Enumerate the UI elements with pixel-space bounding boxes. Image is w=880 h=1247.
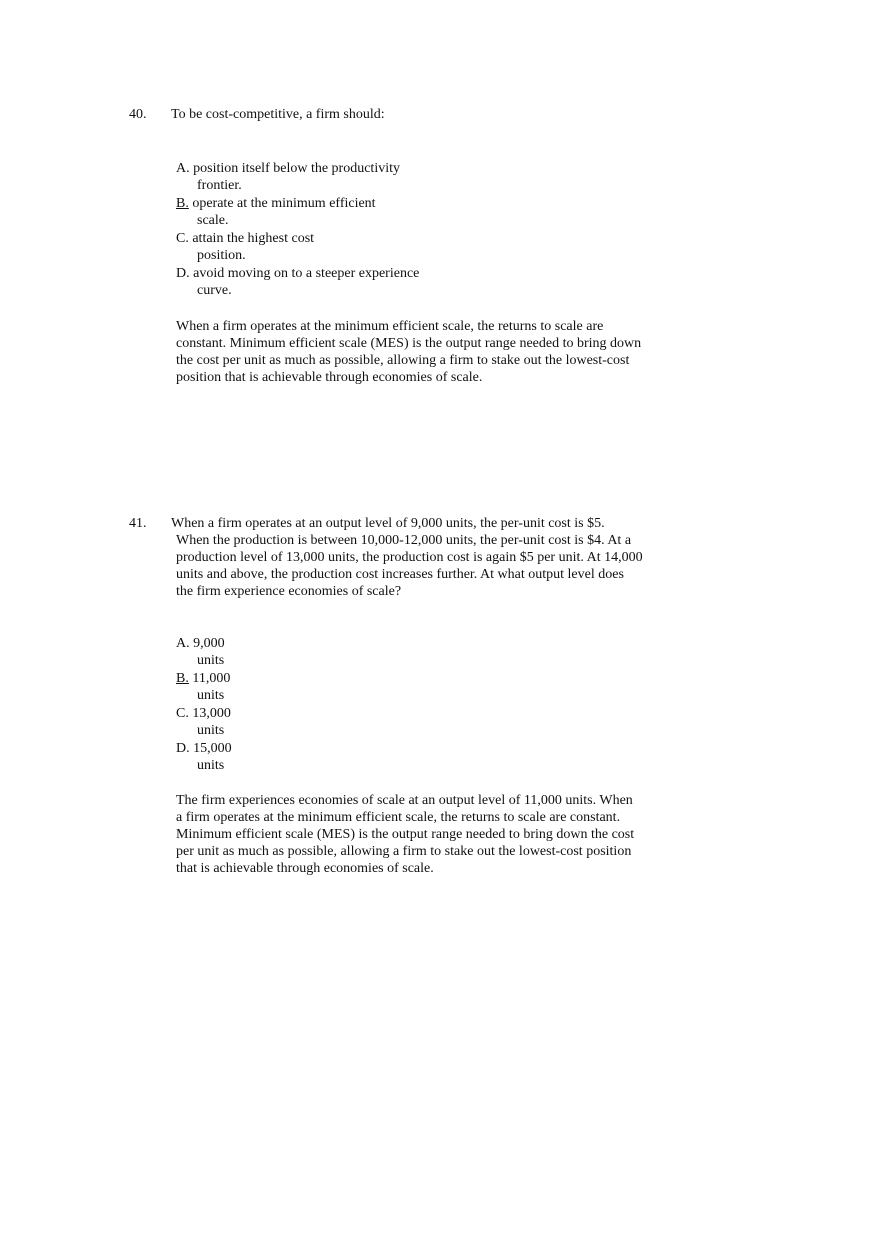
option-letter: D. (176, 266, 190, 281)
question-stem-line: When the production is between 10,000-12,000 units, the per-unit cost is $4. At a (176, 533, 632, 548)
option-letter: D. (176, 741, 190, 756)
option-text: operate at the minimum efficient (192, 196, 376, 211)
option-text-continued: position. (197, 248, 246, 263)
option-letter: A. (176, 636, 190, 651)
question-stem-line: the firm experience economies of scale? (176, 584, 402, 599)
option-text-continued: units (197, 688, 225, 703)
option-letter-correct: B. (176, 196, 189, 211)
explanation-line: constant. Minimum efficient scale (MES) is the output range needed to bring down (176, 336, 642, 351)
option-text: 11,000 (192, 671, 231, 686)
option-text-continued: curve. (197, 283, 232, 298)
option-letter: A. (176, 161, 190, 176)
option-text-continued: units (197, 723, 225, 738)
option-text: attain the highest cost (192, 231, 315, 246)
explanation-line: Minimum efficient scale (MES) is the output range needed to bring down the cost (176, 827, 635, 842)
option-text: position itself below the productivity (193, 161, 400, 176)
question-stem-line: units and above, the production cost increases further. At what output level does (176, 567, 624, 582)
option-text-continued: units (197, 758, 225, 773)
explanation-line: When a firm operates at the minimum efficient scale, the returns to scale are (176, 319, 604, 334)
option-text: 15,000 (193, 741, 232, 756)
option-text-continued: scale. (197, 213, 229, 228)
question-stem: When a firm operates at an output level of 9,000 units, the per-unit cost is $5. (171, 516, 605, 531)
question-number: 41. (129, 516, 147, 531)
option-letter-correct: B. (176, 671, 189, 686)
question-stem: To be cost-competitive, a firm should: (171, 107, 385, 122)
explanation-line: per unit as much as possible, allowing a firm to stake out the lowest-cost position (176, 844, 632, 859)
explanation-line: the cost per unit as much as possible, allowing a firm to stake out the lowest-cost (176, 353, 630, 368)
option-text-continued: frontier. (197, 178, 242, 193)
explanation-line: that is achievable through economies of scale. (176, 861, 434, 876)
option-text: 13,000 (192, 706, 231, 721)
explanation-line: a firm operates at the minimum efficient scale, the returns to scale are constant. (176, 810, 621, 825)
question-number: 40. (129, 107, 147, 122)
option-letter: C. (176, 706, 189, 721)
explanation-line: position that is achievable through economies of scale. (176, 370, 483, 385)
explanation-line: The firm experiences economies of scale at an output level of 11,000 units. When (176, 793, 633, 808)
question-stem-line: production level of 13,000 units, the production cost is again $5 per unit. At 14,000 (176, 550, 643, 565)
option-text-continued: units (197, 653, 225, 668)
option-letter: C. (176, 231, 189, 246)
option-text: avoid moving on to a steeper experience (193, 266, 420, 281)
option-text: 9,000 (193, 636, 225, 651)
